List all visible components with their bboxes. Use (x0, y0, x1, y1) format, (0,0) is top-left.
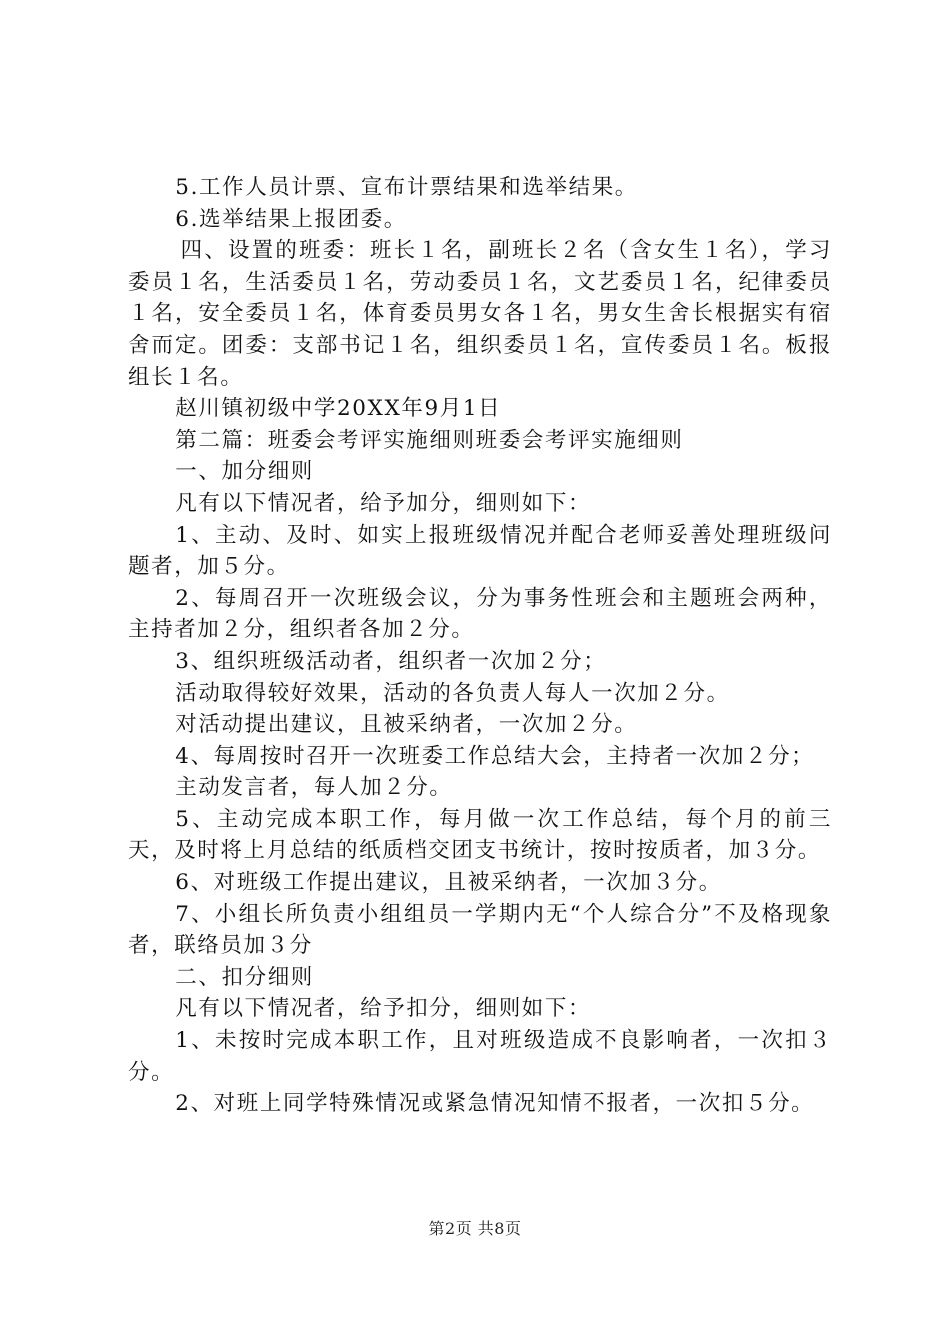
paragraph-6: 一、加分细则 (175, 459, 314, 485)
paragraph-4: 赵川镇初级中学20XX年9月1日 (175, 396, 502, 422)
paragraph-3: 四、设置的班委：班长１名，副班长２名（含女生１名），学习委员１名，生活委员１名，劳动委员１名，文艺委员１名，纪律委员１名，安全委员１名，体育委员男女各１名，男女生舍长根据实有宿舍而定。团委：支部书记１名，组织委员１名，宣传委员１名。板报组长１名。 (128, 238, 832, 390)
paragraph-8: 1、主动、及时、如实上报班级情况并配合老师妥善处理班级问题者，加５分。 (128, 522, 832, 580)
paragraph-17: 7、小组长所负责小组组员一学期内无“个人综合分”不及格现象者，联络员加３分 (128, 901, 832, 959)
paragraph-5: 第二篇：班委会考评实施细则班委会考评实施细则 (175, 427, 684, 453)
paragraph-15: 5、主动完成本职工作，每月做一次工作总结，每个月的前三天，及时将上月总结的纸质档交团支书统计，按时按质者，加３分。 (128, 806, 832, 864)
paragraph-11: 活动取得较好效果，活动的各负责人每人一次加２分。 (175, 680, 730, 706)
paragraph-21: 2、对班上同学特殊情况或紧急情况知情不报者，一次扣５分。 (175, 1091, 815, 1117)
page-number-label: 第2页 共8页 (428, 1219, 522, 1238)
document-body (128, 172, 832, 1120)
paragraph-19: 凡有以下情况者，给予扣分，细则如下： (175, 996, 592, 1022)
paragraph-20: 1、未按时完成本职工作，且对班级造成不良影响者，一次扣３分。 (128, 1028, 832, 1085)
paragraph-18: 二、扣分细则 (175, 964, 314, 990)
paragraph-12: 对活动提出建议，且被采纳者，一次加２分。 (175, 712, 638, 738)
paragraph-13: 4、每周按时召开一次班委工作总结大会，主持者一次加２分； (175, 743, 815, 769)
paragraph-7: 凡有以下情况者，给予加分，细则如下： (175, 490, 592, 516)
paragraph-9: 2、每周召开一次班级会议，分为事务性班会和主题班会两种，主持者加２分，组织者各加２分。 (128, 585, 832, 643)
paragraph-1: 5.工作人员计票、宣布计票结果和选举结果。 (175, 175, 638, 200)
page-footer (0, 1216, 950, 1239)
paragraph-14: 主动发言者，每人加２分。 (175, 775, 453, 801)
paragraph-10: 3、组织班级活动者，组织者一次加２分； (175, 648, 607, 674)
paragraph-16: 6、对班级工作提出建议，且被采纳者，一次加３分。 (175, 870, 722, 896)
paragraph-2: 6.选举结果上报团委。 (175, 206, 407, 232)
